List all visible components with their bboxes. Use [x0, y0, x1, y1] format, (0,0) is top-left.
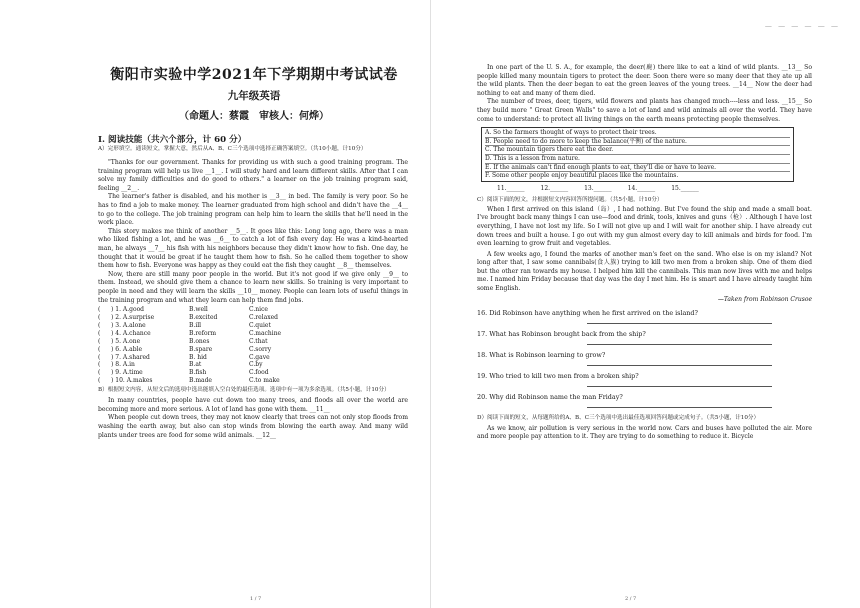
- passage-c-paragraph: A few weeks ago, I found the marks of another man's feet on the sand. Who else is on my island? Not long after that, I saw some cannibals(食人族) trying to kill two men from a broken ship. One of them died but the other ran towards my house. I helped him kill the cannibals. This man now lives with me and helps me. I named him Friday because that day was the day I met him. He is smart and I have already taught him some English.: [477, 250, 812, 293]
- option-choice: ) 6. A.able: [111, 345, 143, 353]
- page-title: 衡阳市实验中学2021年下学期期中考试试卷: [110, 67, 398, 83]
- options-list: [98, 306, 408, 385]
- option-choice: C.quiet: [249, 321, 271, 329]
- source-line: —Taken from Robinson Crusoe: [717, 295, 812, 303]
- option-choice: C.to make: [249, 377, 280, 385]
- option-row: [98, 338, 408, 346]
- option-choice: B.ones: [189, 337, 210, 345]
- answer-blank[interactable]: 12.______: [540, 184, 569, 192]
- option-choice: C.relaxed: [249, 314, 278, 321]
- answer-line[interactable]: [587, 402, 772, 408]
- answer-bracket[interactable]: (: [98, 377, 101, 385]
- header-dashes: — — — — — —: [764, 22, 840, 30]
- option-choice: C.gave: [249, 353, 270, 361]
- option-choice: B.made: [189, 377, 212, 385]
- question: 16. Did Robinson have anything when he first arrived on the island?: [477, 308, 698, 317]
- questions-list: [477, 309, 812, 408]
- answer-bracket[interactable]: (: [98, 369, 101, 377]
- part-b-instructions: B）根据短文内容，从短文后的选项中选出能填入空白处的最佳选项。选项中有一项为多余选项。（共5小题，计10分）: [98, 387, 390, 394]
- answer-line[interactable]: [587, 360, 772, 366]
- passage-a-paragraph: This story makes me think of another __5__. It goes like this: Long long ago, there was a man who liked fishing a lot, and he was __6__ to catch a lot of fish every day. He was a kind-hearted man, he always __7__ his fish with his neighbors because they didn't know how to fish. One day, he thought that it would be great if he taught them how to fish. So he called them together to show them how to fish. Everyone was happy as they could eat the fish they caught __8__ themselves.: [98, 227, 408, 270]
- option-choice: C.sorry: [249, 345, 272, 353]
- right-column: [477, 64, 812, 442]
- subject-title: 九年级英语: [227, 90, 281, 102]
- option-choice: ) 9. A.time: [111, 369, 143, 377]
- passage-b-paragraph: The number of trees, deer, tigers, wild flowers and plants has changed much----less and less. __15__ So they build more " Great Green Walls" to save a lot of land and wild animals all over the world. They have come to understand: to protect all living things on the earth means protecting people themselves.: [477, 98, 812, 123]
- option-row: [98, 322, 408, 330]
- answer-bracket[interactable]: (: [98, 337, 101, 345]
- option-choice: B.excited: [189, 314, 218, 321]
- answer-bracket[interactable]: (: [98, 345, 101, 353]
- passage-a-paragraph: "Thanks for our government. Thanks for providing us with such a good training program. The training program will help us live __1__. I will study hard and learn different skills. After that I can solve my family difficulties and do good to others." a learner on the job training program said, feeling __2__.: [98, 159, 408, 192]
- answer-line[interactable]: [587, 339, 772, 345]
- options-box: [481, 127, 794, 182]
- answer-blank[interactable]: 13.______: [584, 184, 612, 192]
- question: 18. What is Robinson learning to grow?: [477, 350, 606, 359]
- option-row: [98, 306, 408, 314]
- box-option: E. If the animals can't find enough plants to eat, they'll die or have to leave.: [485, 164, 790, 173]
- option-row: [98, 377, 408, 385]
- right-page: [430, 0, 860, 608]
- answer-bracket[interactable]: (: [98, 353, 101, 361]
- option-choice: ) 3. A.alone: [111, 321, 146, 329]
- question: 19. Who tried to kill two men from a broken ship?: [477, 371, 639, 380]
- option-choice: C.machine: [249, 329, 282, 337]
- answer-bracket[interactable]: (: [98, 321, 101, 329]
- question: 20. Why did Robinson name the man Friday?: [477, 392, 623, 401]
- option-choice: C.food: [249, 369, 269, 377]
- part-a-instructions: A）完形填空。通读短文，掌握大意，然后从A、B、C三个选项中选择正确答案填空。（共10小题，计10分）: [98, 146, 367, 152]
- option-choice: B.reform: [189, 329, 217, 337]
- option-row: [98, 369, 408, 377]
- option-row: [98, 330, 408, 338]
- passage-a-paragraph: The learner's father is disabled, and his mother is __3__ in bed. The family is very poor. So he has to find a job to make money. The learner graduated from high school and didn't have the __4__ to go to the college. The job training program can help him to learn the skills that he'll need in the work place.: [98, 193, 408, 227]
- passage-c-paragraph: When I first arrived on this island（岛）, I had nothing. But I've found the ship and made a small boat. I've brought back many things I can use—food and drink, tools, knives and guns（枪）. Although I have lost everything, I have not lost my life. So I will not give up and I will wait for another ship. I have already cut down trees and built a house. I go out with my gun almost every day to kill animals and birds for food. I'm even learning to grow fruit and vegetables.: [477, 205, 812, 248]
- option-choice: ) 10. A.makes: [111, 377, 153, 385]
- option-choice: ) 8. A.in: [111, 361, 135, 369]
- option-choice: ) 7. A.shared: [111, 353, 150, 361]
- passage-d-paragraph: As we know, air pollution is very serious in the world now. Cars and buses have polluted the air. More and more people pay attention to it. They are trying to do something to reduce it. Bicycle: [477, 424, 812, 441]
- passage-b-paragraph: In many countries, people have cut down too many trees, and floods all over the world are becoming more and more serious. A lot of land has gone with them. __11__: [98, 397, 408, 413]
- option-row: [98, 314, 408, 322]
- answer-blank[interactable]: 11.______: [497, 184, 525, 192]
- option-choice: C.nice: [249, 306, 268, 314]
- box-option: C. The mountain tigers there eat the deer.: [485, 146, 790, 155]
- box-option: B. People need to do more to keep the balance(平衡) of the nature.: [485, 138, 790, 147]
- option-choice: C.by: [249, 361, 263, 369]
- option-choice: B. hid: [189, 353, 207, 361]
- passage-b-paragraph: In one part of the U. S. A., for example, the deer(鹿) there like to eat a kind of wild plants. __13__ So people killed many mountain tigers to protect the deer. Soon there were so many deer that they ate up all the wild plants. Then the deer began to eat the green leaves of the young trees. __14__ Now the deer had nothing to eat and many of them died.: [477, 64, 812, 97]
- option-choice: B.ill: [189, 321, 202, 329]
- answer-line[interactable]: [587, 318, 772, 324]
- page-number: 2 / 7: [625, 596, 637, 602]
- answer-blanks: [497, 185, 812, 193]
- part-d-instructions: D）阅读下面的短文，从每题所给的A、B、C三个选项中选出最佳选项回答问题或完成句子。（共5小题，计10分）: [477, 414, 760, 421]
- part-c-instructions: C）阅读下面的短文，并根据短文内容回答所提问题。（共5小题，计10分）: [477, 196, 663, 203]
- option-choice: B.well: [189, 306, 208, 314]
- option-choice: B.fish: [189, 369, 207, 377]
- answer-bracket[interactable]: (: [98, 314, 101, 321]
- box-option: A. So the farmers thought of ways to protect their trees.: [485, 129, 790, 138]
- option-choice: ) 2. A.surprise: [111, 314, 155, 321]
- option-choice: ) 5. A.one: [111, 337, 141, 345]
- answer-blank[interactable]: 14.______: [627, 184, 656, 192]
- passage-a-paragraph: Now, there are still many poor people in the world. But it's not good if we give only __9__ to them. Instead, we should give them a chance to learn new skills. So training is very important to people in need and they will learn the skills __10__ money. People can learn lots of useful things in the training program and what they learn can help them find jobs.: [98, 270, 408, 304]
- section-heading: I. 阅读技能（共六个部分，计 60 分）: [98, 135, 247, 145]
- option-row: [98, 361, 408, 369]
- authors-line: （命题人：蔡霞 审核人：何烨）: [179, 111, 329, 122]
- answer-blank[interactable]: 15.______: [671, 184, 699, 192]
- option-choice: B.at: [189, 361, 202, 369]
- option-choice: B.spare: [189, 345, 213, 353]
- option-choice: ) 4. A.chance: [111, 329, 151, 337]
- answer-bracket[interactable]: (: [98, 306, 101, 314]
- option-row: [98, 346, 408, 354]
- answer-line[interactable]: [587, 381, 772, 387]
- box-option: D. This is a lesson from nature.: [485, 155, 790, 164]
- option-choice: C.that: [249, 337, 268, 345]
- passage-b-paragraph: When people cut down trees, they may not know clearly that trees can not only stop floods from washing the earth away, but also can stop winds from blowing the earth away. And many wild plants under trees are food for some wild animals. __12__: [98, 414, 408, 439]
- box-option: F. Some other people enjoy beautiful places like the mountains.: [485, 172, 679, 180]
- page-number: 1 / 7: [250, 596, 262, 602]
- option-row: [98, 354, 408, 362]
- option-choice: ) 1. A.good: [111, 306, 145, 314]
- answer-bracket[interactable]: (: [98, 361, 101, 369]
- left-column: [98, 133, 408, 440]
- answer-bracket[interactable]: (: [98, 329, 101, 337]
- question: 17. What has Robinson brought back from the ship?: [477, 329, 646, 338]
